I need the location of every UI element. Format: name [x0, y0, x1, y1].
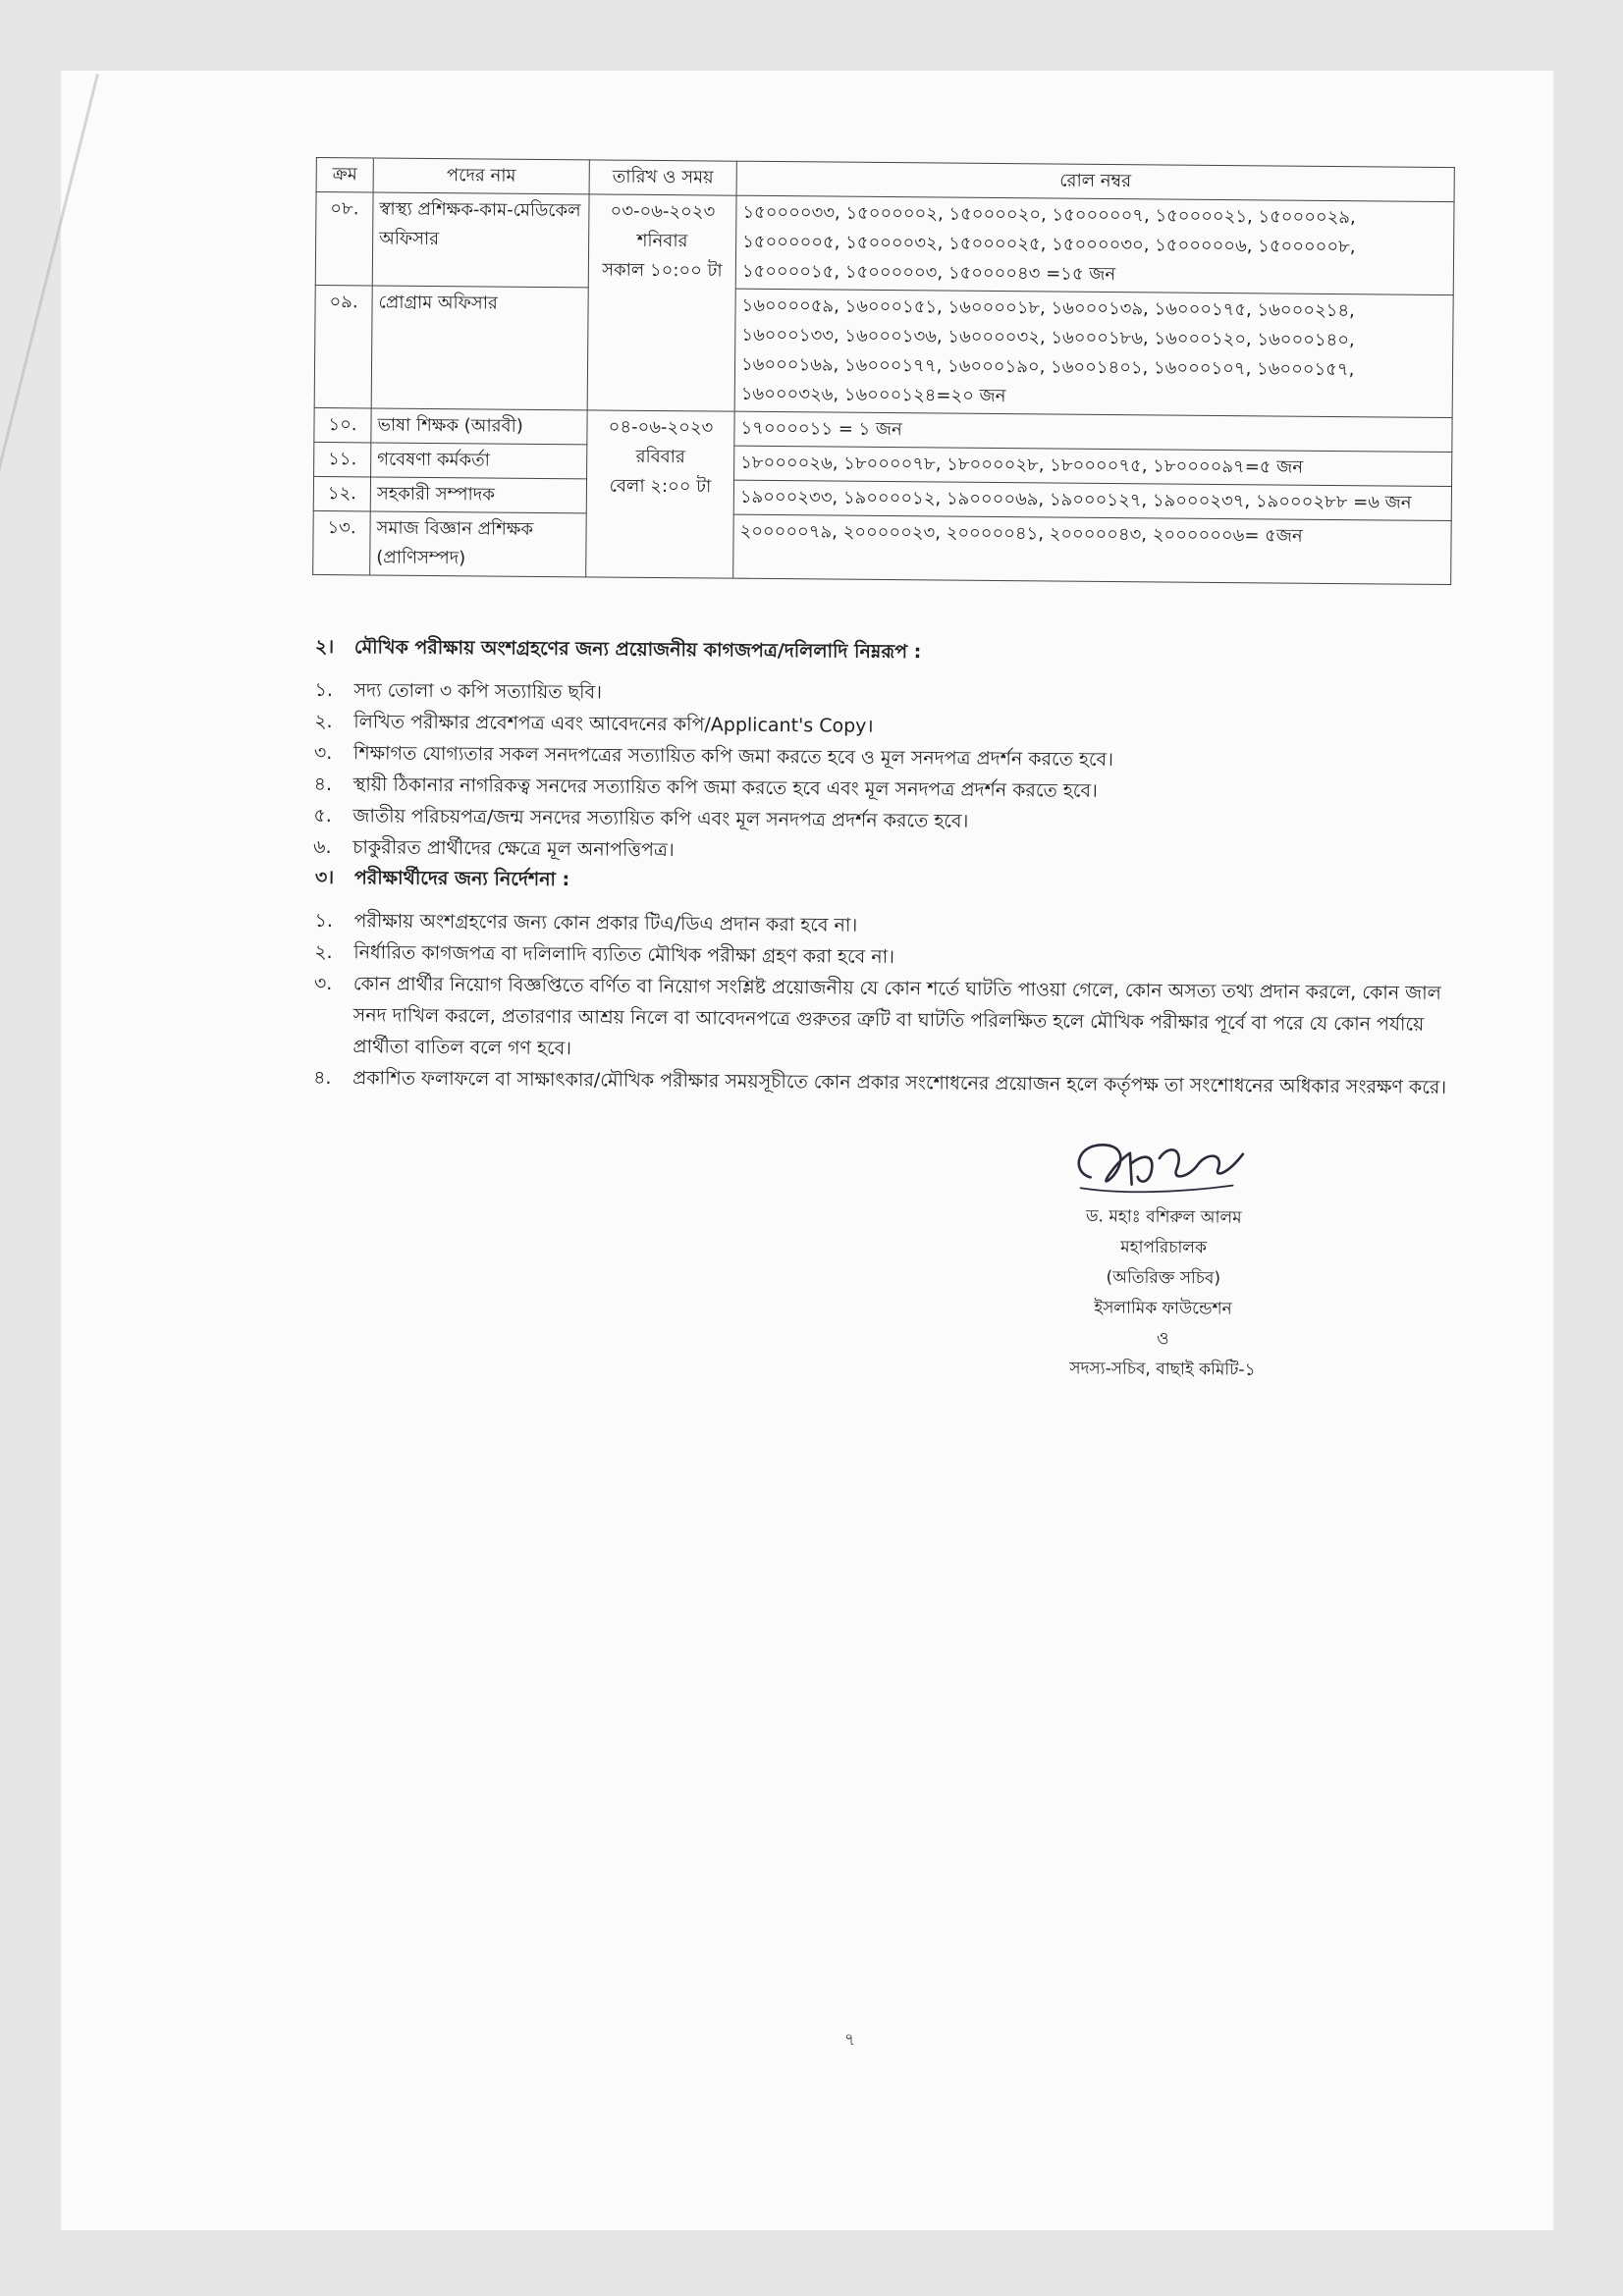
- item-text: প্রকাশিত ফলাফলে বা সাক্ষাৎকার/মৌখিক পরীক্ষার সময়সূচীতে কোন প্রকার সংশোধনের প্রয়োজন হলে কর্তৃপক্ষ তা সংশোধনের অধিকার সংরক্ষণ করে।: [352, 1067, 1447, 1098]
- exam-time: সকাল ১০:০০ টা: [602, 259, 723, 282]
- item-number: ১.: [314, 909, 334, 933]
- row-serial: ১২.: [313, 476, 370, 511]
- row-date-time: [586, 410, 734, 578]
- item-number: ২.: [314, 940, 333, 964]
- exam-date: ০৩-০৬-২০২৩: [610, 200, 716, 223]
- page-number: ৭: [844, 2030, 856, 2050]
- item-number: ৩.: [313, 741, 333, 765]
- item-number: ২.: [314, 710, 333, 733]
- row-post-name: গবেষণা কর্মকর্তা: [371, 443, 587, 479]
- row-post-name: সহকারী সম্পাদক: [370, 477, 586, 513]
- section-title: পরীক্ষার্থীদের জন্য নির্দেশনা :: [353, 867, 570, 891]
- item-text: চাকুরীরত প্রার্থীদের ক্ষেত্রে মূল অনাপত্তিপত্র।: [352, 836, 675, 862]
- row-post-name: সমাজ বিজ্ঞান প্রশিক্ষক (প্রাণিসম্পদ): [370, 511, 587, 577]
- signatory-name: ড. মহাঃ বশিরুল আলম: [1085, 1206, 1242, 1228]
- header-roll-number: রোল নম্বর: [736, 161, 1454, 201]
- row-serial: ০৮.: [315, 191, 373, 286]
- row-serial: ১১.: [314, 442, 371, 477]
- header-date-time: তারিখ ও সময়: [589, 160, 736, 195]
- row-roll-numbers: ১৬০০০০৫৯, ১৬০০০১৫১, ১৬০০০০১৮, ১৬০০০১৩৯, ১৬০০০১৭৫, ১৬০০০২১৪, ১৬০০০১৩৩, ১৬০০০১৩৬, ১৬০০০০৩২, ১৬০০০১৮৬, ১৬০০০১২০, ১৬০০০১৪০, ১৬০০০১৬৯, ১৬০০০১৭৭, ১৬০০০১৯০, ১৬০০১৪০১, ১৬০০০১০৭, ১৬০০০১৫৭, ১৬০০০৩২৬, ১৬০০০১২৪=২০ জন: [734, 289, 1453, 417]
- row-roll-numbers: ১৭০০০০১১ = ১ জন: [734, 411, 1452, 452]
- candidate-instructions-section: [313, 864, 1474, 1103]
- row-post-name: ভাষা শিক্ষক (আরবী): [371, 408, 587, 445]
- row-serial: ১৩.: [313, 510, 371, 575]
- header-post-name: পদের নাম: [373, 158, 589, 194]
- row-roll-numbers: ২০০০০০৭৯, ২০০০০০২৩, ২০০০০০৪১, ২০০০০০৪৩, ২০০০০০০৬= ৫জন: [733, 514, 1452, 584]
- signatory-designation: মহাপরিচালক: [1120, 1237, 1208, 1258]
- item-number: ৬.: [313, 835, 332, 859]
- row-post-name: স্বাস্থ্য প্রশিক্ষক-কাম-মেডিকেল অফিসার: [372, 192, 589, 288]
- row-roll-numbers: ১৮০০০০২৬, ১৮০০০০৭৮, ১৮০০০০২৮, ১৮০০০০৭৫, ১৮০০০০৯৭=৫ জন: [734, 446, 1452, 486]
- item-text: স্থায়ী ঠিকানার নাগরিকত্ব সনদের সত্যায়িত কপি জমা করতে হবে এবং মূল সনদপত্র প্রদর্শন করতে হবে।: [352, 774, 1098, 802]
- row-date-time: [587, 194, 736, 411]
- table-row: [315, 191, 1454, 294]
- table-row: [313, 510, 1452, 584]
- item-number: ৪.: [313, 1066, 332, 1090]
- item-text: পরীক্ষায় অংশগ্রহণের জন্য কোন প্রকার টিএ/ডিএ প্রদান করা হবে না।: [353, 910, 858, 936]
- section-number: ৩।: [314, 866, 335, 889]
- item-text: নির্ধারিত কাগজপত্র বা দলিলাদি ব্যতিত মৌখিক পরীক্ষা গ্রহণ করা হবে না।: [353, 941, 895, 969]
- required-documents-list: [313, 674, 1474, 873]
- list-item: [313, 968, 1473, 1072]
- row-serial: ০৯.: [314, 285, 372, 408]
- section-title: মৌখিক পরীক্ষায় অংশগ্রহণের জন্য প্রয়োজনীয় কাগজপত্র/দলিলাদি নিম্নরূপ :: [353, 636, 922, 664]
- row-roll-numbers: ১৯০০০২৩৩, ১৯০০০০১২, ১৯০০০০৬৯, ১৯০০০১২৭, ১৯০০০২৩৭, ১৯০০০২৮৮ =৬ জন: [733, 480, 1451, 520]
- signature-block: [1020, 1123, 1307, 1387]
- signatory-role: সদস্য-সচিব, বাছাই কমিটি-১: [1069, 1359, 1256, 1380]
- exam-day: রবিবার: [635, 446, 685, 468]
- table-row: [314, 285, 1453, 417]
- row-roll-numbers: ১৫০০০০৩৩, ১৫০০০০০২, ১৫০০০০২০, ১৫০০০০০৭, ১৫০০০০২১, ১৫০০০০২৯, ১৫০০০০০৫, ১৫০০০০৩২, ১৫০০০০২৫, ১৫০০০০৩০, ১৫০০০০০৬, ১৫০০০০০৮, ১৫০০০০১৫, ১৫০০০০০৩, ১৫০০০০৪৩ =১৫ জন: [735, 195, 1454, 294]
- signatory-organization: ইসলামিক ফাউন্ডেশন: [1094, 1298, 1232, 1319]
- row-serial: ১০.: [314, 407, 371, 443]
- item-text: শিক্ষাগত যোগ্যতার সকল সনদপত্রের সত্যায়িত কপি জমা করতে হবে ও মূল সনদপত্র প্রদর্শন করতে হবে।: [352, 742, 1114, 771]
- item-text: সদ্য তোলা ৩ কপি সত্যায়িত ছবি।: [353, 679, 603, 704]
- item-text: কোন প্রার্থীর নিয়োগ বিজ্ঞপ্তিতে বর্ণিত বা নিয়োগ সংশ্লিষ্ট প্রয়োজনীয় যে কোন শর্তে ঘাটতি পাওয়া গেলে, কোন অসত্য তথ্য প্রদান করলে, কোন জাল সনদ দাখিল করলে, প্রতারণার আশ্রয় নিলে বা আবেদনপত্রে গুরুতর ত্রুটি বা ঘাটতি পরিলক্ষিত হলে মৌখিক পরীক্ষার পূর্বে বা পরে যে কোন পর্যায়ে প্রার্থীতা বাতিল বলে গণ হবে।: [352, 973, 1441, 1060]
- item-number: ৫.: [313, 804, 332, 828]
- exam-date: ০৪-০৬-২০২৩: [608, 416, 714, 439]
- handwritten-signature: [1060, 1123, 1258, 1203]
- required-documents-section: [313, 633, 1474, 873]
- roll-number-table: [312, 157, 1455, 585]
- section-number: ২।: [314, 635, 335, 659]
- exam-time: বেলা ২:০০ টা: [609, 475, 712, 498]
- header-serial: ক্রম: [316, 157, 373, 192]
- item-text: জাতীয় পরিচয়পত্র/জন্ম সনদের সত্যায়িত কপি এবং মূল সনদপত্র প্রদর্শন করতে হবে।: [352, 805, 969, 832]
- signatory-rank: (অতিরিক্ত সচিব): [1106, 1267, 1221, 1289]
- row-post-name: প্রোগ্রাম অফিসার: [371, 286, 588, 410]
- instructions-list: [313, 905, 1474, 1103]
- item-number: ৩.: [313, 972, 333, 995]
- item-number: ১.: [314, 678, 334, 702]
- signatory-conjunction: ও: [1156, 1328, 1169, 1350]
- exam-day: শনিবার: [636, 230, 688, 252]
- item-text: লিখিত পরীক্ষার প্রবেশপত্র এবং আবেদনের কপি/Applicant's Copy।: [353, 711, 874, 737]
- item-number: ৪.: [313, 773, 333, 796]
